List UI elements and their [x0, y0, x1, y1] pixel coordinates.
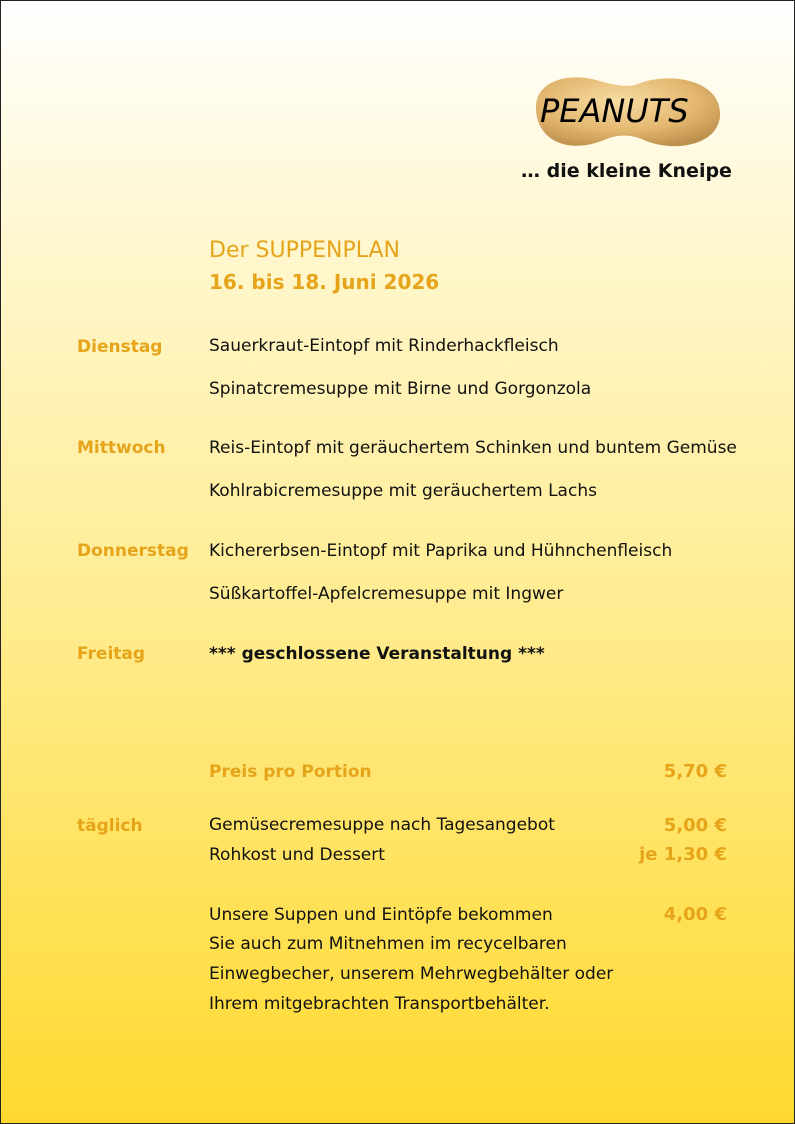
day-label-freitag: Freitag — [77, 644, 146, 664]
page-title: Der SUPPENPLAN — [209, 238, 401, 263]
dish-dienstag-1: Sauerkraut-Eintopf mit Rinderhackfleisch — [209, 336, 559, 356]
dish-mittwoch-2: Kohlrabicremesuppe mit geräuchertem Lachs — [209, 481, 597, 501]
tagline: … die kleine Kneipe — [521, 160, 732, 182]
takeaway-price: 4,00 € — [663, 904, 727, 925]
logo-text: PEANUTS — [540, 92, 689, 130]
date-range: 16. bis 18. Juni 2026 — [209, 270, 440, 294]
dish-mittwoch-1: Reis-Eintopf mit geräuchertem Schinken und buntem Gemüse — [209, 438, 737, 458]
portion-price-label: Preis pro Portion — [209, 762, 372, 782]
closed-notice: *** geschlossene Veranstaltung *** — [209, 644, 545, 664]
dish-donnerstag-1: Kichererbsen-Eintopf mit Paprika und Hühnchenfleisch — [209, 541, 673, 561]
takeaway-line-2: Sie auch zum Mitnehmen im recycelbaren — [209, 934, 567, 954]
daily-item-2-price: je 1,30 € — [639, 844, 727, 865]
takeaway-line-3: Einwegbecher, unserem Mehrwegbehälter oder — [209, 964, 614, 984]
takeaway-line-4: Ihrem mitgebrachten Transportbehälter. — [209, 994, 550, 1014]
day-label-mittwoch: Mittwoch — [77, 438, 166, 458]
portion-price: 5,70 € — [663, 761, 727, 782]
day-label-donnerstag: Donnerstag — [77, 541, 189, 561]
daily-item-2: Rohkost und Dessert — [209, 845, 385, 865]
daily-label: täglich — [77, 816, 143, 836]
daily-item-1: Gemüsecremesuppe nach Tagesangebot — [209, 815, 555, 835]
day-label-dienstag: Dienstag — [77, 337, 163, 357]
dish-donnerstag-2: Süßkartoffel-Apfelcremesuppe mit Ingwer — [209, 584, 564, 604]
daily-item-1-price: 5,00 € — [663, 815, 727, 836]
dish-dienstag-2: Spinatcremesuppe mit Birne und Gorgonzola — [209, 379, 592, 399]
takeaway-line-1: Unsere Suppen und Eintöpfe bekommen — [209, 905, 553, 925]
